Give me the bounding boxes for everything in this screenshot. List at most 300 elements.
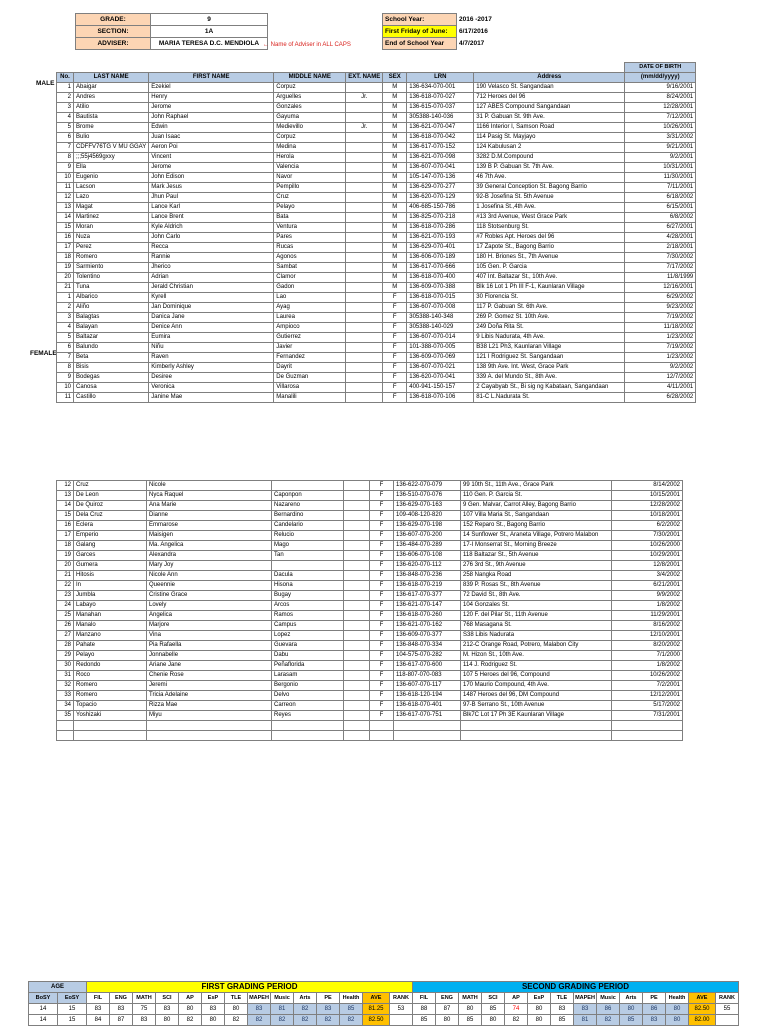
grade-cell[interactable]: 87 (110, 1015, 133, 1026)
lrn-cell[interactable]: 305388-140-036 (407, 113, 474, 123)
row-number[interactable]: 19 (57, 551, 74, 561)
dob-cell[interactable]: 7/19/2002 (625, 313, 696, 323)
middle-name-cell[interactable]: Candelario (272, 521, 344, 531)
sex-cell[interactable]: M (383, 283, 407, 293)
first-name-cell[interactable]: Kyle Aldrich (149, 223, 274, 233)
address-cell[interactable]: 9 Gen. Malvar, Carrot Alley, Bagong Barrio (461, 501, 612, 511)
lrn-cell[interactable]: 136-607-070-014 (407, 333, 474, 343)
dob-cell[interactable]: 9/9/2002 (612, 591, 683, 601)
ext-name-cell[interactable] (346, 233, 383, 243)
grade-cell[interactable]: 81 (271, 1004, 294, 1015)
grade-cell[interactable]: 82 (271, 1015, 294, 1026)
last-name-cell[interactable]: Pahate (74, 641, 147, 651)
sex-cell[interactable]: M (383, 143, 407, 153)
middle-name-cell[interactable]: Villarosa (274, 383, 346, 393)
sex-cell[interactable]: F (370, 671, 394, 681)
row-number[interactable]: 8 (57, 363, 74, 373)
grade-cell[interactable]: 75 (133, 1004, 156, 1015)
middle-name-cell[interactable]: Dacula (272, 571, 344, 581)
grade-cell[interactable]: 82.50 (689, 1004, 716, 1015)
ext-name-cell[interactable] (346, 253, 383, 263)
last-name-cell[interactable]: Roco (74, 671, 147, 681)
address-cell[interactable]: 117 P. Gabuan St. 6th Ave. (474, 303, 625, 313)
middle-name-cell[interactable]: Fernandez (274, 353, 346, 363)
sex-cell[interactable]: M (383, 263, 407, 273)
dob-cell[interactable]: 12/16/2001 (625, 283, 696, 293)
middle-name-cell[interactable]: Bugay (272, 591, 344, 601)
first-name-cell[interactable]: Cristine Grace (147, 591, 272, 601)
row-number[interactable]: 2 (57, 303, 74, 313)
lrn-cell[interactable]: 136-510-070-076 (394, 491, 461, 501)
lrn-cell[interactable]: 118-807-070-083 (394, 671, 461, 681)
middle-name-cell[interactable]: Medievillo (274, 123, 346, 133)
school-year-value[interactable]: 2016 -2017 (459, 16, 492, 23)
middle-name-cell[interactable]: Bata (274, 213, 346, 223)
ext-name-cell[interactable]: Jr. (346, 123, 383, 133)
address-cell[interactable]: 127 ABES Compound Sangandaan (474, 103, 625, 113)
middle-name-cell[interactable]: Pares (274, 233, 346, 243)
row-number[interactable]: 17 (57, 531, 74, 541)
empty-cell[interactable] (147, 721, 272, 731)
first-name-cell[interactable]: Ma. Angelica (147, 541, 272, 551)
sex-cell[interactable]: M (383, 233, 407, 243)
row-number[interactable]: 9 (57, 163, 74, 173)
last-name-cell[interactable]: Emperio (74, 531, 147, 541)
lrn-cell[interactable]: 136-618-120-194 (394, 691, 461, 701)
row-number[interactable]: 11 (57, 393, 74, 403)
sex-cell[interactable]: F (370, 501, 394, 511)
grade-cell[interactable]: 83 (110, 1004, 133, 1015)
middle-name-cell[interactable]: Sambat (274, 263, 346, 273)
address-cell[interactable]: 839 P. Rosas St., 8th Avenue (461, 581, 612, 591)
grade-cell[interactable]: 80 (225, 1004, 248, 1015)
row-number[interactable]: 30 (57, 661, 74, 671)
sex-cell[interactable]: M (383, 273, 407, 283)
address-cell[interactable]: 276 3rd St., 9th Avenue (461, 561, 612, 571)
grade-cell[interactable]: 80 (179, 1004, 202, 1015)
middle-name-cell[interactable]: Bernardino (272, 511, 344, 521)
address-cell[interactable]: 3282 D.M.Compound (474, 153, 625, 163)
first-name-cell[interactable]: Jeremi (147, 681, 272, 691)
ext-name-cell[interactable] (344, 651, 370, 661)
dob-cell[interactable]: 7/30/2002 (625, 253, 696, 263)
row-number[interactable]: 21 (57, 283, 74, 293)
ext-name-cell[interactable] (346, 273, 383, 283)
middle-name-cell[interactable]: Agonos (274, 253, 346, 263)
dob-cell[interactable]: 6/2/2002 (612, 521, 683, 531)
middle-name-cell[interactable]: Ventura (274, 223, 346, 233)
row-number[interactable]: 21 (57, 571, 74, 581)
ext-name-cell[interactable] (344, 561, 370, 571)
grade-cell[interactable]: 55 (716, 1004, 739, 1015)
lrn-cell[interactable]: 136-609-070-377 (394, 631, 461, 641)
grade-cell[interactable]: 82.50 (363, 1015, 390, 1026)
row-number[interactable]: 26 (57, 621, 74, 631)
lrn-cell[interactable]: 136-618-070-015 (407, 293, 474, 303)
empty-cell[interactable] (394, 721, 461, 731)
grade-cell[interactable]: 80 (528, 1004, 551, 1015)
grade-cell[interactable]: 83 (156, 1004, 179, 1015)
lrn-cell[interactable]: 136-607-070-117 (394, 681, 461, 691)
lrn-cell[interactable]: 136-825-070-218 (407, 213, 474, 223)
sex-cell[interactable]: F (370, 481, 394, 491)
lrn-cell[interactable]: 136-621-070-147 (394, 601, 461, 611)
sex-cell[interactable]: F (383, 333, 407, 343)
address-cell[interactable]: 114 Pasig St. Mayjayo (474, 133, 625, 143)
lrn-cell[interactable]: 105-147-070-136 (407, 173, 474, 183)
last-name-cell[interactable]: De Leon (74, 491, 147, 501)
ext-name-cell[interactable] (346, 283, 383, 293)
ext-name-cell[interactable] (346, 333, 383, 343)
ext-name-cell[interactable] (346, 243, 383, 253)
last-name-cell[interactable]: Manalo (74, 621, 147, 631)
first-name-cell[interactable]: Desiree (149, 373, 274, 383)
first-name-cell[interactable]: Adrian (149, 273, 274, 283)
lrn-cell[interactable]: 136-618-070-401 (394, 701, 461, 711)
address-cell[interactable]: 104 Gonzales St. (461, 601, 612, 611)
dob-cell[interactable]: 4/11/2001 (625, 383, 696, 393)
address-cell[interactable]: 118 Stotsenburg St. (474, 223, 625, 233)
lrn-cell[interactable]: 136-617-070-152 (407, 143, 474, 153)
dob-cell[interactable]: 7/12/2001 (625, 113, 696, 123)
middle-name-cell[interactable]: Arcos (272, 601, 344, 611)
dob-cell[interactable]: 7/2/2001 (612, 681, 683, 691)
row-number[interactable]: 11 (57, 183, 74, 193)
lrn-cell[interactable]: 136-607-070-041 (407, 163, 474, 173)
first-name-cell[interactable]: Lovely (147, 601, 272, 611)
first-name-cell[interactable]: Danica Jane (149, 313, 274, 323)
row-number[interactable]: 19 (57, 263, 74, 273)
middle-name-cell[interactable]: Lopez (272, 631, 344, 641)
lrn-cell[interactable]: 136-621-070-047 (407, 123, 474, 133)
grade-cell[interactable]: 82 (597, 1015, 620, 1026)
last-name-cell[interactable]: Sarmiento (74, 263, 149, 273)
sex-cell[interactable]: F (370, 561, 394, 571)
first-name-cell[interactable]: Rizza Mae (147, 701, 272, 711)
sex-cell[interactable]: F (370, 601, 394, 611)
ext-name-cell[interactable] (344, 601, 370, 611)
last-name-cell[interactable]: Pelayo (74, 651, 147, 661)
lrn-cell[interactable]: 109-408-120-820 (394, 511, 461, 521)
dob-cell[interactable]: 6/21/2001 (612, 581, 683, 591)
sex-cell[interactable]: F (370, 491, 394, 501)
grade-cell[interactable]: 83 (248, 1004, 271, 1015)
address-cell[interactable]: 72 David St., 8th Ave. (461, 591, 612, 601)
lrn-cell[interactable]: 136-848-070-334 (394, 641, 461, 651)
sex-cell[interactable]: F (370, 531, 394, 541)
grade-cell[interactable]: 80 (620, 1004, 643, 1015)
last-name-cell[interactable]: Romero (74, 681, 147, 691)
row-number[interactable]: 8 (57, 153, 74, 163)
row-number[interactable]: 29 (57, 651, 74, 661)
row-number[interactable]: 7 (57, 353, 74, 363)
grade-cell[interactable]: 82 (294, 1004, 317, 1015)
dob-cell[interactable]: 12/10/2001 (612, 631, 683, 641)
middle-name-cell[interactable]: Javier (274, 343, 346, 353)
address-cell[interactable]: 152 Reparo St., Bagong Barrio (461, 521, 612, 531)
lrn-cell[interactable]: 136-609-070-388 (407, 283, 474, 293)
row-number[interactable]: 20 (57, 273, 74, 283)
dob-cell[interactable]: 11/30/2001 (625, 173, 696, 183)
dob-cell[interactable]: 3/31/2002 (625, 133, 696, 143)
grade-cell[interactable]: 80 (436, 1015, 459, 1026)
middle-name-cell[interactable]: Tan (272, 551, 344, 561)
first-name-cell[interactable]: Nicole (147, 481, 272, 491)
address-cell[interactable]: 99 10th St., 11th Ave., Grace Park (461, 481, 612, 491)
first-name-cell[interactable]: Edwin (149, 123, 274, 133)
first-name-cell[interactable]: Tricia Adelaine (147, 691, 272, 701)
dob-cell[interactable]: 11/29/2001 (612, 611, 683, 621)
first-name-cell[interactable]: Juan Isaac (149, 133, 274, 143)
first-name-cell[interactable]: John Raphael (149, 113, 274, 123)
middle-name-cell[interactable]: Gutierrez (274, 333, 346, 343)
row-number[interactable]: 12 (57, 481, 74, 491)
grade-cell[interactable]: 81.25 (363, 1004, 390, 1015)
first-name-cell[interactable]: Miyu (147, 711, 272, 721)
ext-name-cell[interactable] (344, 621, 370, 631)
lrn-cell[interactable]: 136-629-070-198 (394, 521, 461, 531)
lrn-cell[interactable]: 136-606-070-189 (407, 253, 474, 263)
ext-name-cell[interactable] (344, 701, 370, 711)
sex-cell[interactable]: F (370, 661, 394, 671)
last-name-cell[interactable]: Canosa (74, 383, 149, 393)
row-number[interactable]: 23 (57, 591, 74, 601)
lrn-cell[interactable]: 136-620-070-041 (407, 373, 474, 383)
last-name-cell[interactable]: Labayo (74, 601, 147, 611)
first-name-cell[interactable]: Maisigen (147, 531, 272, 541)
grade-cell[interactable]: 80 (202, 1015, 225, 1026)
first-name-cell[interactable]: Veronica (149, 383, 274, 393)
empty-cell[interactable] (74, 721, 147, 731)
row-number[interactable]: 33 (57, 691, 74, 701)
dob-cell[interactable]: 7/31/2001 (612, 711, 683, 721)
dob-cell[interactable]: 10/15/2001 (612, 491, 683, 501)
sex-cell[interactable]: M (383, 223, 407, 233)
row-number[interactable]: 14 (57, 501, 74, 511)
grade-cell[interactable]: 85 (413, 1015, 436, 1026)
address-cell[interactable]: 2 Cayabyab St., Bi sig ng Kabataan, Sangandaan (474, 383, 625, 393)
last-name-cell[interactable]: Lacson (74, 183, 149, 193)
ext-name-cell[interactable] (344, 491, 370, 501)
address-cell[interactable]: 712 Heroes del 96 (474, 93, 625, 103)
dob-cell[interactable]: 12/7/2002 (625, 373, 696, 383)
sex-cell[interactable]: F (370, 641, 394, 651)
dob-cell[interactable]: 6/8/2002 (625, 213, 696, 223)
sex-cell[interactable]: M (383, 213, 407, 223)
row-number[interactable]: 18 (57, 253, 74, 263)
dob-cell[interactable]: 8/14/2002 (612, 481, 683, 491)
ext-name-cell[interactable] (344, 531, 370, 541)
first-name-cell[interactable]: Alexandra (147, 551, 272, 561)
lrn-cell[interactable]: 136-617-070-377 (394, 591, 461, 601)
lrn-cell[interactable]: 136-621-070-098 (407, 153, 474, 163)
first-name-cell[interactable]: Jan Dominique (149, 303, 274, 313)
middle-name-cell[interactable]: Dabu (272, 651, 344, 661)
sex-cell[interactable]: F (370, 521, 394, 531)
ext-name-cell[interactable] (344, 501, 370, 511)
ext-name-cell[interactable] (346, 133, 383, 143)
grade-cell[interactable]: 81 (574, 1015, 597, 1026)
ext-name-cell[interactable] (344, 641, 370, 651)
last-name-cell[interactable]: Balundo (74, 343, 149, 353)
sex-cell[interactable]: F (370, 541, 394, 551)
dob-cell[interactable]: 9/2/2001 (625, 153, 696, 163)
lrn-cell[interactable]: 136-606-070-108 (394, 551, 461, 561)
grade-value[interactable]: 9 (151, 14, 268, 26)
row-number[interactable]: 16 (57, 233, 74, 243)
address-cell[interactable]: 124 Kabulusan 2 (474, 143, 625, 153)
dob-cell[interactable]: 10/29/2001 (612, 551, 683, 561)
ext-name-cell[interactable] (344, 571, 370, 581)
middle-name-cell[interactable]: Gadon (274, 283, 346, 293)
sex-cell[interactable]: F (383, 383, 407, 393)
last-name-cell[interactable]: Perez (74, 243, 149, 253)
middle-name-cell[interactable]: Valencia (274, 163, 346, 173)
address-cell[interactable]: 407 Int. Baltazar St., 10th Ave. (474, 273, 625, 283)
grade-cell[interactable]: 80 (156, 1015, 179, 1026)
dob-cell[interactable]: 6/28/2002 (625, 393, 696, 403)
ext-name-cell[interactable] (346, 383, 383, 393)
sex-cell[interactable]: F (383, 393, 407, 403)
address-cell[interactable]: B38 L21 Ph3, Kaunlaran Village (474, 343, 625, 353)
dob-cell[interactable]: 12/28/2001 (625, 103, 696, 113)
address-cell[interactable]: M. Hizon St., 10th Ave. (461, 651, 612, 661)
ext-name-cell[interactable] (346, 103, 383, 113)
first-name-cell[interactable]: Ezekiel (149, 83, 274, 93)
row-number[interactable]: 15 (57, 223, 74, 233)
address-cell[interactable]: Blk 16 Lot 1 Ph III F-1, Kaunlaran Village (474, 283, 625, 293)
address-cell[interactable]: 190 Velasco St. Sangandaan (474, 83, 625, 93)
dob-cell[interactable]: 1/8/2002 (612, 601, 683, 611)
empty-cell[interactable] (344, 721, 370, 731)
last-name-cell[interactable]: Brome (74, 123, 149, 133)
address-cell[interactable]: 170 Maurio Compound, 4th Ave. (461, 681, 612, 691)
ext-name-cell[interactable] (346, 193, 383, 203)
ext-name-cell[interactable] (346, 203, 383, 213)
middle-name-cell[interactable]: Ramos (272, 611, 344, 621)
last-name-cell[interactable]: Eugenio (74, 173, 149, 183)
first-name-cell[interactable]: Jerome (149, 163, 274, 173)
dob-cell[interactable]: 10/26/2001 (625, 123, 696, 133)
middle-name-cell[interactable] (272, 481, 344, 491)
last-name-cell[interactable]: Eclera (74, 521, 147, 531)
dob-cell[interactable]: 10/26/2002 (612, 671, 683, 681)
ext-name-cell[interactable] (346, 393, 383, 403)
last-name-cell[interactable]: Albarico (74, 293, 149, 303)
address-cell[interactable]: 31 P. Gabuan St. 9th Ave. (474, 113, 625, 123)
address-cell[interactable]: 39 General Conception St. Bagong Barrio (474, 183, 625, 193)
first-name-cell[interactable]: Queennie (147, 581, 272, 591)
lrn-cell[interactable]: 104-575-070-282 (394, 651, 461, 661)
middle-name-cell[interactable]: Rucas (274, 243, 346, 253)
sex-cell[interactable]: F (383, 373, 407, 383)
first-name-cell[interactable]: Nyca Raquel (147, 491, 272, 501)
middle-name-cell[interactable]: De Guzman (274, 373, 346, 383)
ext-name-cell[interactable] (346, 263, 383, 273)
address-cell[interactable]: 138 9th Ave. Int. West, Grace Park (474, 363, 625, 373)
ext-name-cell[interactable] (344, 691, 370, 701)
address-cell[interactable]: 258 Nangka Road (461, 571, 612, 581)
end-of-school-year-value[interactable]: 4/7/2017 (459, 40, 485, 47)
address-cell[interactable]: 768 Masagana St. (461, 621, 612, 631)
dob-cell[interactable]: 7/1/2000 (612, 651, 683, 661)
middle-name-cell[interactable]: Pempillo (274, 183, 346, 193)
dob-cell[interactable]: 7/30/2001 (612, 531, 683, 541)
lrn-cell[interactable]: 406-685-150-786 (407, 203, 474, 213)
last-name-cell[interactable]: Romero (74, 253, 149, 263)
middle-name-cell[interactable]: Herola (274, 153, 346, 163)
address-cell[interactable]: 107 5 Heroes del 96, Compound (461, 671, 612, 681)
first-name-cell[interactable]: Ana Marie (147, 501, 272, 511)
empty-cell[interactable] (344, 731, 370, 741)
address-cell[interactable]: 1166 Interior I, Samson Road (474, 123, 625, 133)
middle-name-cell[interactable]: Ayag (274, 303, 346, 313)
ext-name-cell[interactable] (346, 353, 383, 363)
empty-cell[interactable] (461, 721, 612, 731)
first-name-cell[interactable]: John Carlo (149, 233, 274, 243)
grade-cell[interactable]: 82 (248, 1015, 271, 1026)
last-name-cell[interactable]: Yoshizaki (74, 711, 147, 721)
empty-cell[interactable] (370, 731, 394, 741)
last-name-cell[interactable]: De Quiroz (74, 501, 147, 511)
dob-cell[interactable]: 7/17/2002 (625, 263, 696, 273)
first-friday-value[interactable]: 6/17/2016 (459, 28, 488, 35)
row-number[interactable]: 35 (57, 711, 74, 721)
lrn-cell[interactable]: 136-609-070-069 (407, 353, 474, 363)
empty-cell[interactable] (461, 731, 612, 741)
first-name-cell[interactable]: Mark Jesus (149, 183, 274, 193)
dob-cell[interactable]: 12/28/2002 (612, 501, 683, 511)
empty-cell[interactable] (147, 731, 272, 741)
empty-cell[interactable] (612, 731, 683, 741)
ext-name-cell[interactable] (346, 313, 383, 323)
sex-cell[interactable]: M (383, 173, 407, 183)
last-name-cell[interactable]: Bautista (74, 113, 149, 123)
grade-cell[interactable]: 80 (666, 1004, 689, 1015)
ext-name-cell[interactable] (344, 551, 370, 561)
first-name-cell[interactable]: Henry (149, 93, 274, 103)
middle-name-cell[interactable]: Campus (272, 621, 344, 631)
grade-cell[interactable]: 83 (317, 1004, 340, 1015)
address-cell[interactable]: 97-B Serrano St., 10th Avenue (461, 701, 612, 711)
middle-name-cell[interactable]: Pelayo (274, 203, 346, 213)
sex-cell[interactable]: M (383, 243, 407, 253)
middle-name-cell[interactable]: Peñaflorida (272, 661, 344, 671)
last-name-cell[interactable]: Ella (74, 163, 149, 173)
lrn-cell[interactable]: 136-618-070-027 (407, 93, 474, 103)
sex-cell[interactable]: F (370, 621, 394, 631)
row-number[interactable]: 10 (57, 173, 74, 183)
dob-cell[interactable]: 4/28/2001 (625, 233, 696, 243)
address-cell[interactable]: 110 Gen. P. Garcia St. (461, 491, 612, 501)
middle-name-cell[interactable]: Caponpon (272, 491, 344, 501)
lrn-cell[interactable]: 136-629-070-163 (394, 501, 461, 511)
sex-cell[interactable]: M (383, 83, 407, 93)
sex-cell[interactable]: F (370, 551, 394, 561)
row-number[interactable]: 3 (57, 313, 74, 323)
ext-name-cell[interactable] (344, 671, 370, 681)
dob-cell[interactable]: 8/20/2002 (612, 641, 683, 651)
grade-cell[interactable]: 15 (58, 1015, 87, 1026)
lrn-cell[interactable]: 136-618-070-400 (407, 273, 474, 283)
dob-cell[interactable]: 6/29/2002 (625, 293, 696, 303)
middle-name-cell[interactable]: Medina (274, 143, 346, 153)
ext-name-cell[interactable] (346, 363, 383, 373)
address-cell[interactable]: 81-C L.Nadurata St. (474, 393, 625, 403)
last-name-cell[interactable]: In (74, 581, 147, 591)
last-name-cell[interactable]: CDFFV76TG V MU GGAY (74, 143, 149, 153)
middle-name-cell[interactable]: Larasam (272, 671, 344, 681)
